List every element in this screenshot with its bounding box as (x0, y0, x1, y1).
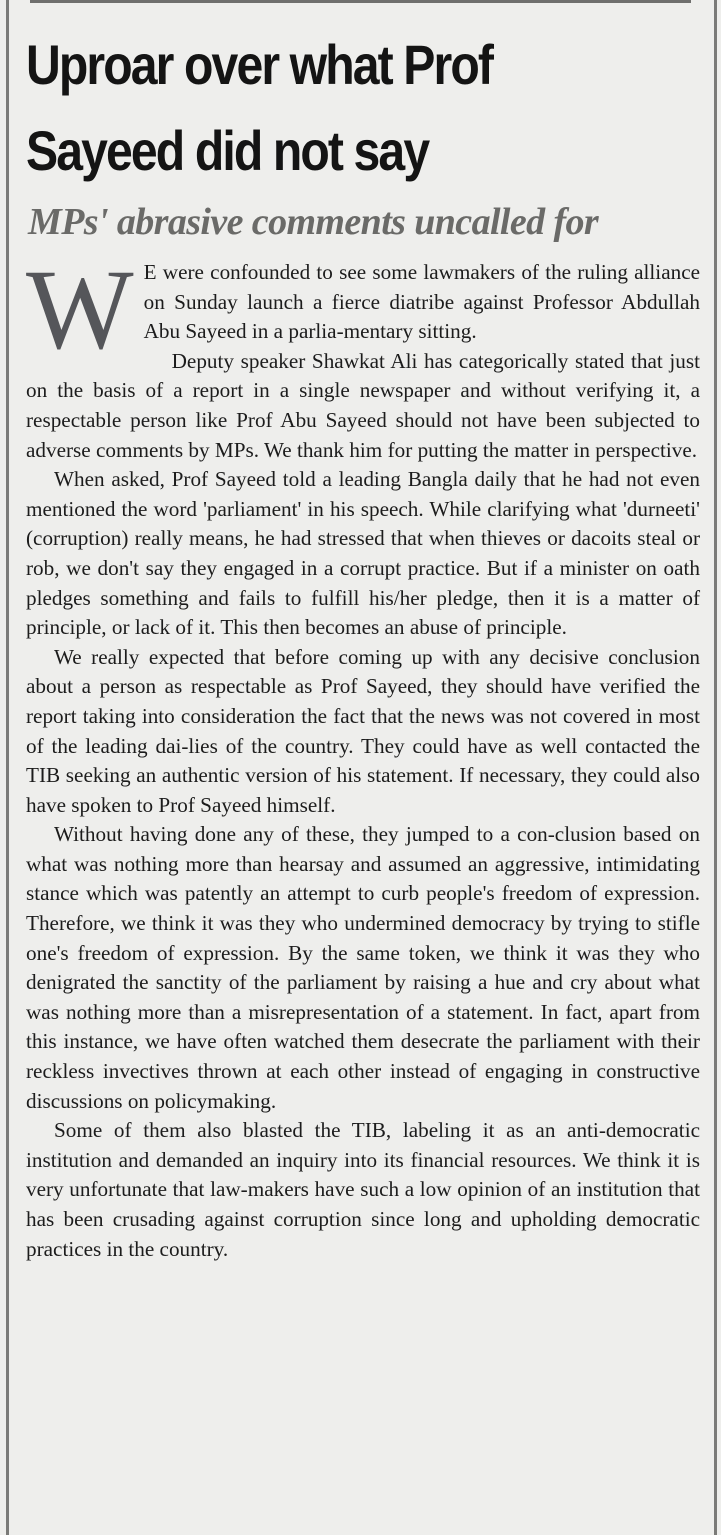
subheadline: MPs' abrasive comments uncalled for (28, 201, 599, 243)
headline-line-1: Uproar over what Prof (26, 33, 493, 96)
drop-cap: W (26, 246, 134, 373)
paragraph-4: We really expected that before coming up with any decisive conclusion about a person as respectable as Prof Sayeed, they should have verified the report taking into consideration the fact that the news was not covered in most of the leading dai-lies of the country. They could have as well contacted the TIB seeking an authentic version of his statement. If necessary, they could also have spoken to Prof Sayeed himself. (26, 644, 700, 817)
paragraph-5: Without having done any of these, they jumped to a con-clusion based on what was nothing more than hearsay and assumed an aggressive, intimidating stance which was patently an attempt to curb people's freedom of expression. Therefore, we think it was they who undermined democracy by trying to stifle one's freedom of expression. By the same token, we think it was they who denigrated the sanctity of the parliament by raising a hue and cry about what was nothing more than a misrepresentation of a statement. In fact, apart from this instance, we have often watched them desecrate the parliament with their reckless invectives thrown at each other instead of engaging in constructive discussions on policymaking. (26, 822, 700, 1113)
paragraph-1-text: E were confounded to see some lawmakers of the ruling alliance on Sunday launch a fierce diatribe against Professor Abdullah Abu Sayeed in a parlia-mentary sitting. (143, 260, 700, 344)
column-rule-right (714, 0, 717, 1535)
article-body (26, 246, 700, 1264)
paragraph-1 (26, 246, 700, 373)
top-rule (30, 0, 691, 3)
paragraph-3: When asked, Prof Sayeed told a leading Bangla daily that he had not even mentioned the word 'parliament' in his speech. While clarifying what 'durneeti' (corruption) really means, he had stressed that when thieves or dacoits steal or rob, we don't say they engaged in a corrupt practice. But if a minister on oath pledges something and fails to fulfill his/her pledge, then it is a matter of principle, or lack of it. This then becomes an abuse of principle. (26, 467, 700, 640)
headline-line-2: Sayeed did not say (26, 119, 429, 182)
column-rule-left (6, 0, 9, 1535)
editorial-article (26, 22, 700, 1264)
paragraph-2: Deputy speaker Shawkat Ali has categorically stated that just on the basis of a report in a single newspaper and without verifying it, a respectable person like Prof Abu Sayeed should not have been subjected to adverse comments by MPs. We thank him for putting the matter in perspective. (26, 348, 700, 462)
paragraph-6: Some of them also blasted the TIB, labeling it as an anti-democratic institution and demanded an inquiry into its financial resources. We think it is very unfortunate that law-makers have such a low opinion of an institution that has been crusading against corruption since long and upholding democratic practices in the country. (26, 1118, 700, 1261)
headline (26, 22, 697, 194)
